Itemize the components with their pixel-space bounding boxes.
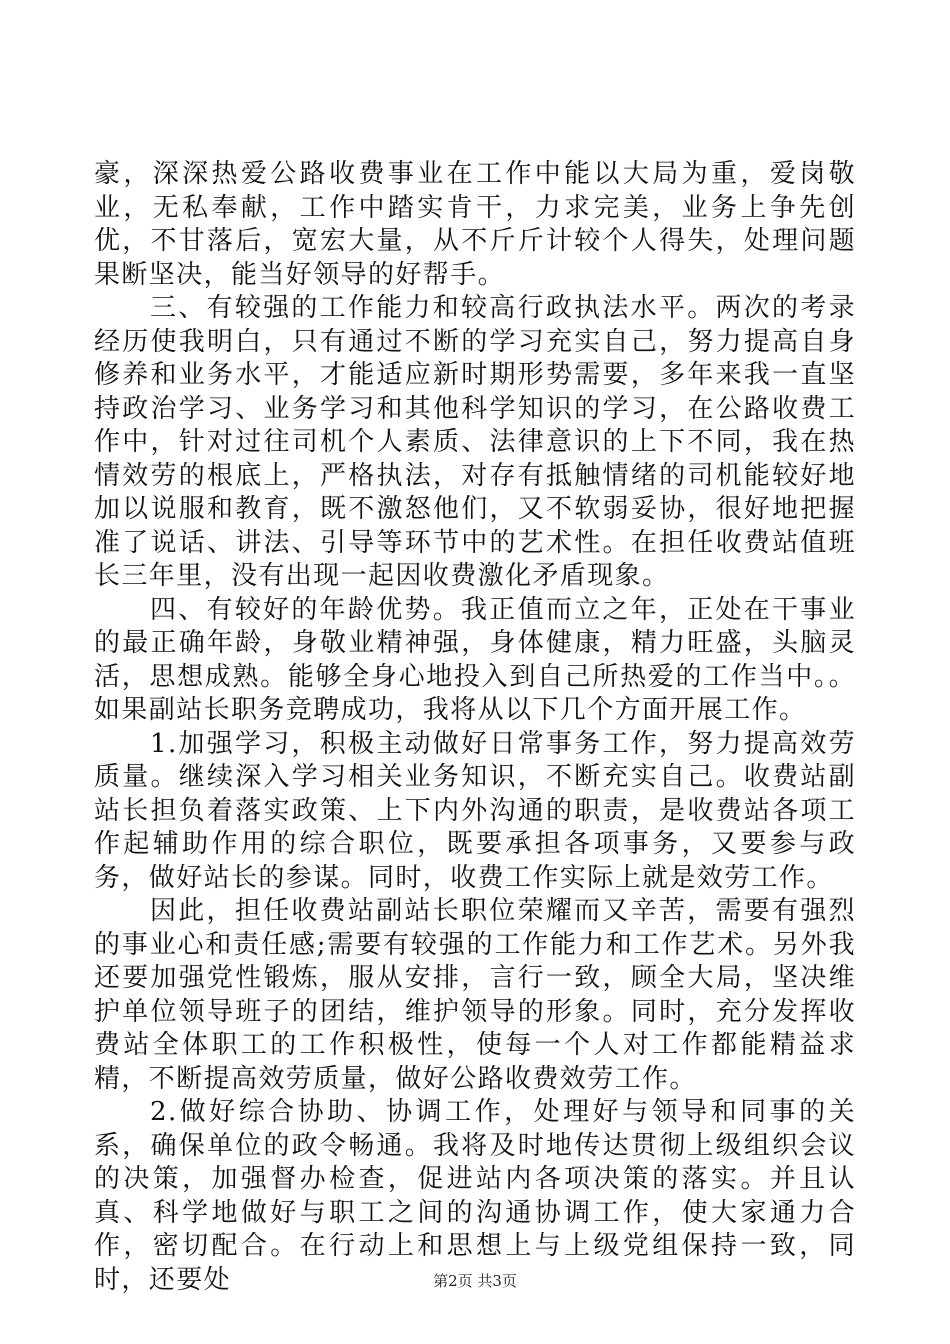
paragraph-continuation: 豪，深深热爱公路收费事业在工作中能以大局为重，爱岗敬业，无私奉献，工作中踏实肯干，力求完美，业务上争先创优，不甘落后，宽宏大量，从不斤斤计较个人得失，处理问题果断坚决，能当好领导的好帮手。 xyxy=(94,159,856,290)
paragraph-item-two: 2.做好综合协助、协调工作，处理好与领导和同事的关系，确保单位的政令畅通。我将及时地传达贯彻上级组织会议的决策，加强督办检查，促进站内各项决策的落实。并且认真、科学地做好与职工之间的沟通协调工作，使大家通力合作，密切配合。在行动上和思想上与上级党组保持一致，同时，还要处 xyxy=(94,1097,856,1295)
paragraph-therefore: 因此，担任收费站副站长职位荣耀而又辛苦，需要有强烈的事业心和责任感;需要有较强的工作能力和工作艺术。另外我还要加强党性锻炼，服从安排，言行一致，顾全大局，坚决维护单位领导班子的团结，维护领导的形象。同时，充分发挥收费站全体职工的工作积极性，使每一个人对工作都能精益求精，不断提高效劳质量，做好公路收费效劳工作。 xyxy=(94,896,856,1094)
paragraph-section-four: 四、有较好的年龄优势。我正值而立之年，正处在干事业的最正确年龄，身敬业精神强，身体健康，精力旺盛，头脑灵活，思想成熟。能够全身心地投入到自己所热爱的工作当中。。如果副站长职务竞聘成功，我将从以下几个方面开展工作。 xyxy=(94,594,856,725)
page-number-footer: 第2页 共3页 xyxy=(433,1272,517,1290)
paragraph-item-one: 1.加强学习，积极主动做好日常事务工作，努力提高效劳质量。继续深入学习相关业务知识，不断充实自己。收费站副站长担负着落实政策、上下内外沟通的职责，是收费站各项工作起辅助作用的综合职位，既要承担各项事务，又要参与政务，做好站长的参谋。同时，收费工作实际上就是效劳工作。 xyxy=(94,728,856,893)
paragraph-section-three: 三、有较强的工作能力和较高行政执法水平。两次的考录经历使我明白，只有通过不断的学习充实自己，努力提高自身修养和业务水平，才能适应新时期形势需要，多年来我一直坚持政治学习、业务学习和其他科学知识的学习，在公路收费工作中，针对过往司机个人素质、法律意识的上下不同，我在热情效劳的根底上，严格执法，对存有抵触情绪的司机能较好地加以说服和教育，既不激怒他们，又不软弱妥协，很好地把握准了说话、讲法、引导等环节中的艺术性。在担任收费站值班长三年里，没有出现一起因收费激化矛盾现象。 xyxy=(94,293,856,591)
document-body xyxy=(94,158,856,1297)
